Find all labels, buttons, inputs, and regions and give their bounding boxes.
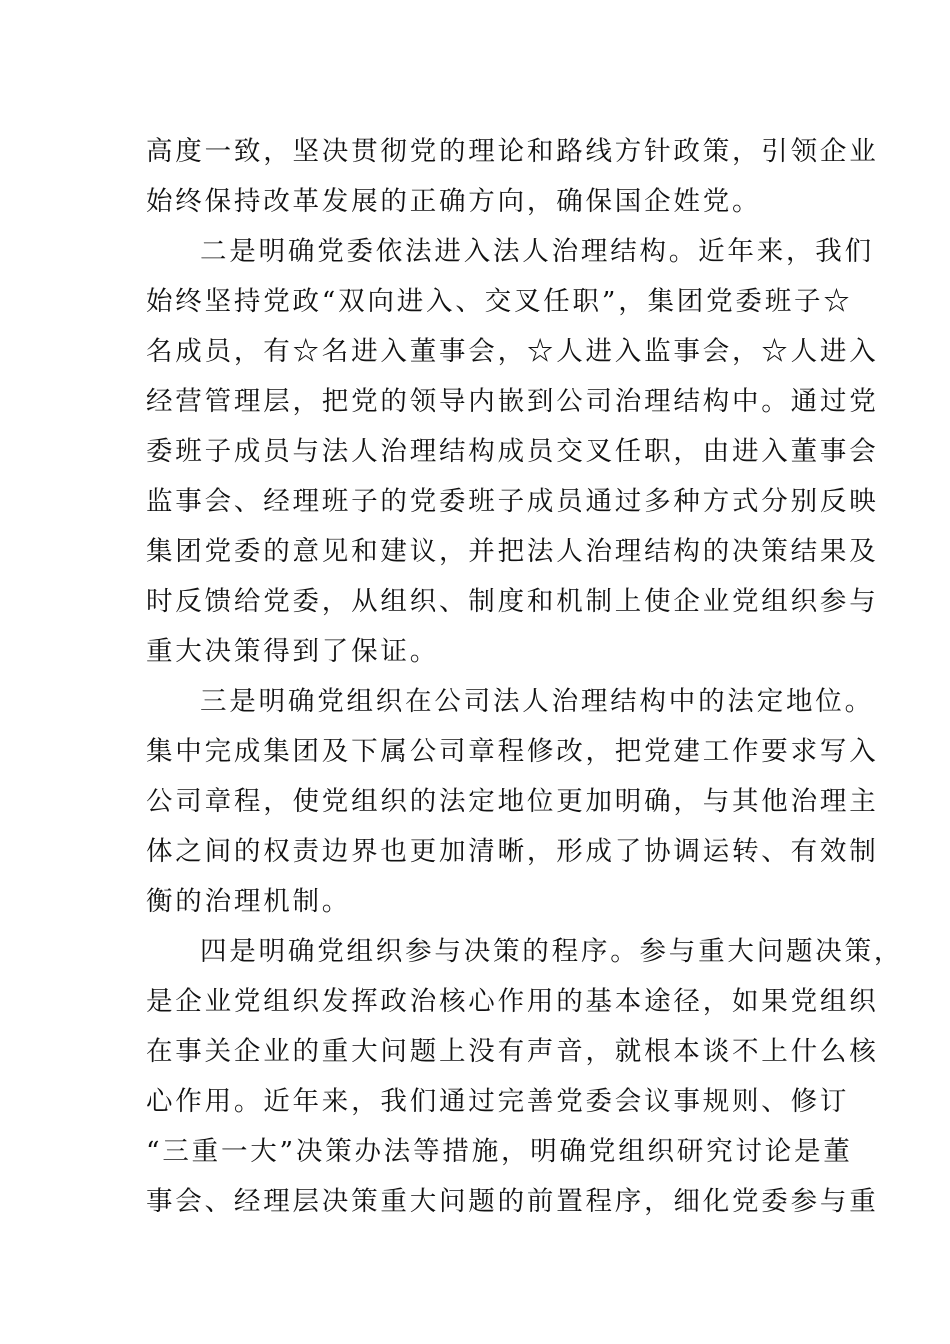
- text-line: 名成员，有☆名进入董事会，☆人进入监事会，☆人进入: [146, 336, 879, 367]
- text-line: 公司章程，使党组织的法定地位更加明确，与其他治理主: [146, 786, 879, 817]
- text-line: 监事会、经理班子的党委班子成员通过多种方式分别反映: [146, 486, 879, 517]
- text-line: 衡的治理机制。: [146, 886, 352, 917]
- text-line: 重大决策得到了保证。: [146, 636, 439, 667]
- paragraph-start-line: 四是明确党组织参与决策的程序。参与重大问题决策，: [200, 936, 904, 967]
- text-line: 经营管理层，把党的领导内嵌到公司治理结构中。通过党: [146, 386, 879, 417]
- text-line: 集团党委的意见和建议，并把法人治理结构的决策结果及: [146, 536, 879, 567]
- text-line: 时反馈给党委，从组织、制度和机制上使企业党组织参与: [146, 586, 879, 617]
- paragraph-start-line: 二是明确党委依法进入法人治理结构。近年来，我们: [200, 236, 874, 267]
- text-line: 委班子成员与法人治理结构成员交叉任职，由进入董事会: [146, 436, 879, 467]
- document-body: [146, 127, 904, 1227]
- text-line: “三重一大”决策办法等措施，明确党组织研究讨论是董: [146, 1136, 853, 1167]
- text-line: 始终坚持党政“双向进入、交叉任职”，集团党委班子☆: [146, 286, 853, 317]
- paragraph-start-line: 三是明确党组织在公司法人治理结构中的法定地位。: [200, 686, 874, 717]
- text-line: 事会、经理层决策重大问题的前置程序，细化党委参与重: [146, 1186, 879, 1217]
- text-line: 体之间的权责边界也更加清晰，形成了协调运转、有效制: [146, 836, 879, 867]
- text-line: 高度一致，坚决贯彻党的理论和路线方针政策，引领企业: [146, 136, 879, 167]
- text-line: 是企业党组织发挥政治核心作用的基本途径，如果党组织: [146, 986, 879, 1017]
- text-line: 集中完成集团及下属公司章程修改，把党建工作要求写入: [146, 736, 879, 767]
- text-line: 心作用。近年来，我们通过完善党委会议事规则、修订: [146, 1086, 850, 1117]
- text-line: 始终保持改革发展的正确方向，确保国企姓党。: [146, 186, 762, 217]
- text-line: 在事关企业的重大问题上没有声音，就根本谈不上什么核: [146, 1036, 879, 1067]
